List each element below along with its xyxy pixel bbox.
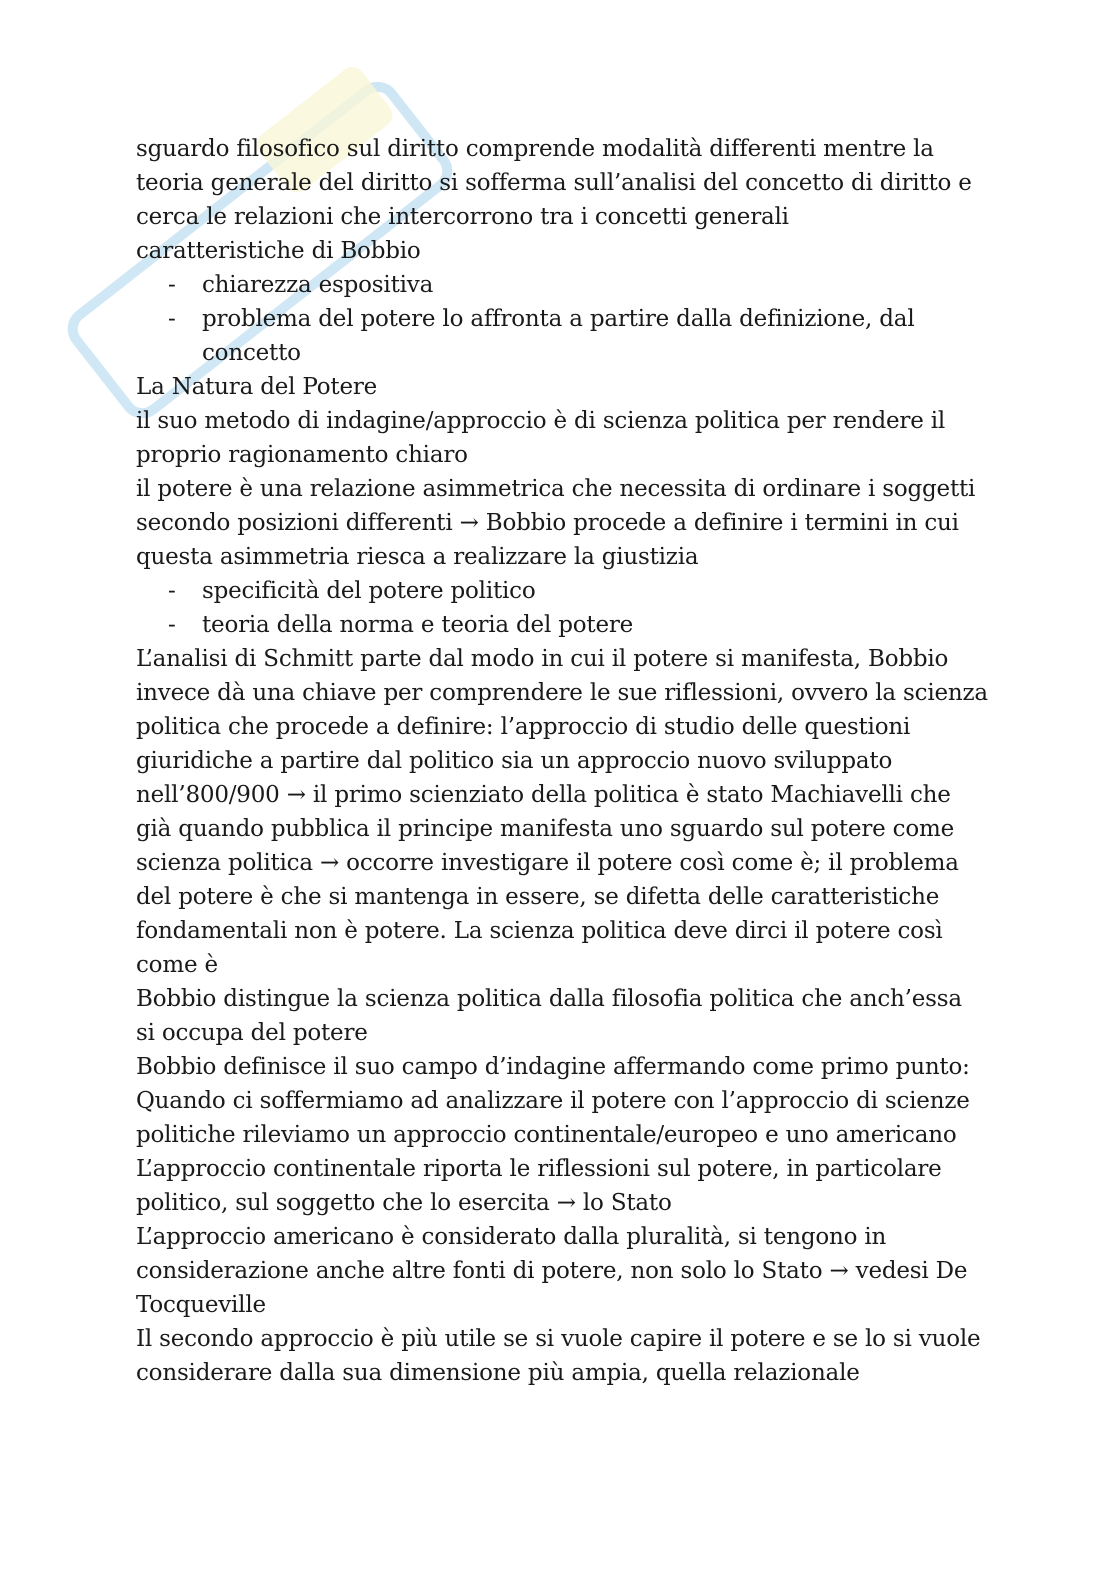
text-line: nell’800/900 → il primo scienziato della politica è stato Machiavelli che xyxy=(136,782,951,808)
bullet-dash: - xyxy=(168,578,176,604)
bullet-text: problema del potere lo affronta a partire dalla definizione, dal xyxy=(202,306,915,332)
text-line: secondo posizioni differenti → Bobbio procede a definire i termini in cui xyxy=(136,510,959,536)
text-line: politiche rileviamo un approccio continentale/europeo e uno americano xyxy=(136,1122,957,1148)
text-line: questa asimmetria riesca a realizzare la giustizia xyxy=(136,544,699,570)
text-line: considerazione anche altre fonti di potere, non solo lo Stato → vedesi De xyxy=(136,1258,968,1284)
bullet-item xyxy=(136,302,996,336)
document-body xyxy=(136,132,996,1390)
text-line: si occupa del potere xyxy=(136,1020,368,1046)
text-line: considerare dalla sua dimensione più ampia, quella relazionale xyxy=(136,1360,860,1386)
text-line: proprio ragionamento chiaro xyxy=(136,442,468,468)
text-line: come è xyxy=(136,952,218,978)
text-line: Quando ci soffermiamo ad analizzare il potere con l’approccio di scienze xyxy=(136,1088,970,1114)
bullet-dash: - xyxy=(168,306,176,332)
text-line: già quando pubblica il principe manifesta uno sguardo sul potere come xyxy=(136,816,955,842)
bullet-item xyxy=(136,574,996,608)
text-line: L’approccio americano è considerato dalla pluralità, si tengono in xyxy=(136,1224,887,1250)
bullet-dash: - xyxy=(168,612,176,638)
text-line: sguardo filosofico sul diritto comprende modalità differenti mentre la xyxy=(136,136,934,162)
bullet-text: specificità del potere politico xyxy=(202,578,536,604)
text-line: L’analisi di Schmitt parte dal modo in cui il potere si manifesta, Bobbio xyxy=(136,646,949,672)
text-line: caratteristiche di Bobbio xyxy=(136,238,421,264)
text-line: fondamentali non è potere. La scienza politica deve dirci il potere così xyxy=(136,918,943,944)
bullet-item xyxy=(136,608,996,642)
text-line: invece dà una chiave per comprendere le sue riflessioni, ovvero la scienza xyxy=(136,680,988,706)
text-line: Bobbio distingue la scienza politica dalla filosofia politica che anch’essa xyxy=(136,986,962,1012)
bullet-text: concetto xyxy=(202,340,301,366)
text-line: politico, sul soggetto che lo esercita → lo Stato xyxy=(136,1190,672,1216)
bullet-continuation xyxy=(136,336,996,370)
text-line: Il secondo approccio è più utile se si vuole capire il potere e se lo si vuole xyxy=(136,1326,981,1352)
text-line: cerca le relazioni che intercorrono tra i concetti generali xyxy=(136,204,789,230)
bullet-text: teoria della norma e teoria del potere xyxy=(202,612,634,638)
text-line: L’approccio continentale riporta le riflessioni sul potere, in particolare xyxy=(136,1156,942,1182)
bullet-text: chiarezza espositiva xyxy=(202,272,434,298)
text-line: Tocqueville xyxy=(136,1292,266,1318)
bullet-item xyxy=(136,268,996,302)
text-line: il potere è una relazione asimmetrica che necessita di ordinare i soggetti xyxy=(136,476,976,502)
text-line: giuridiche a partire dal politico sia un approccio nuovo sviluppato xyxy=(136,748,893,774)
text-line: scienza politica → occorre investigare il potere così come è; il problema xyxy=(136,850,959,876)
text-line: il suo metodo di indagine/approccio è di scienza politica per rendere il xyxy=(136,408,946,434)
text-line: politica che procede a definire: l’approccio di studio delle questioni xyxy=(136,714,911,740)
text-line: del potere è che si mantenga in essere, se difetta delle caratteristiche xyxy=(136,884,940,910)
section-heading: La Natura del Potere xyxy=(136,374,378,400)
text-line: Bobbio definisce il suo campo d’indagine affermando come primo punto: xyxy=(136,1054,970,1080)
bullet-dash: - xyxy=(168,272,176,298)
text-line: teoria generale del diritto si sofferma sull’analisi del concetto di diritto e xyxy=(136,170,972,196)
